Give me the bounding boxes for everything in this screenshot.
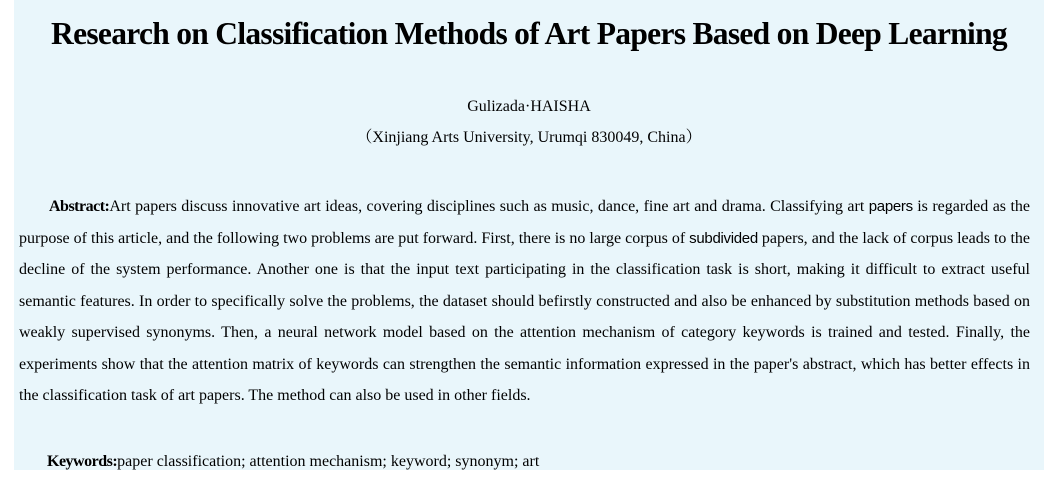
paper-title: Research on Classification Methods of Art Papers Based on Deep Learning [51, 16, 1007, 51]
keywords-line [19, 449, 1030, 475]
abstract-text-part-3: papers, and the lack of corpus leads to the decline of the system performance. Another one is that the input text participating in the classification task is short, making it difficult to extract useful semantic features. In order to specifically solve the problems, the dataset should befirstly constructed and also be enhanced by substitution methods based on weakly supervised synonyms. Then, a neural network model based on the attention mechanism of category keywords is trained and tested. Finally, the experiments show that the attention matrix of keywords can strengthen the semantic information expressed in the paper's abstract, which has better effects in the classification task of art papers. The method can also be used in other fields. [19, 229, 1031, 404]
author-affiliation: （Xinjiang Arts University, Urumqi 830049, China） [356, 129, 702, 146]
abstract-text-part-1: Art papers discuss innovative art ideas, covering disciplines such as music, dance, fine art and drama. Classifying art [109, 198, 869, 215]
abstract-word-papers: papers [868, 198, 913, 215]
keywords-label: Keywords: [47, 453, 118, 470]
abstract-text-part-2: is regarded as the purpose of this article, and the following two problems are put forward. First, there is no large corpus of [19, 198, 1030, 247]
keywords-text: paper classification; attention mechanism; keyword; synonym; art [117, 453, 540, 470]
abstract-paragraph [19, 191, 1030, 412]
paper-header-panel [14, 0, 1044, 470]
author-name: Gulizada·HAISHA [467, 98, 591, 115]
abstract-word-subdivided: subdivided [689, 229, 758, 247]
abstract-label: Abstract: [49, 198, 110, 215]
